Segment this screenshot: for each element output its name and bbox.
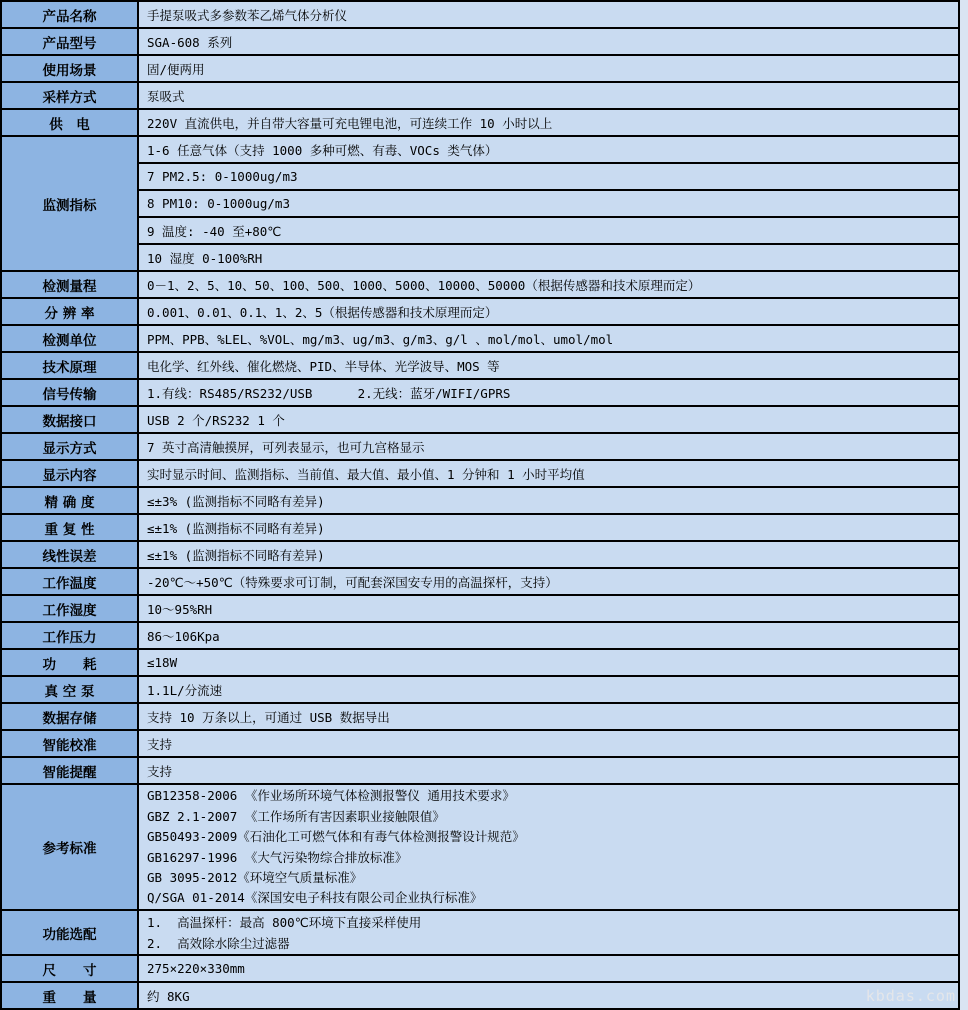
row-value: 泵吸式 xyxy=(147,88,185,104)
table-row xyxy=(2,623,958,650)
row-value: 275×220×330mm xyxy=(147,961,245,976)
row-label: 智能校准 xyxy=(2,731,139,756)
row-value: 1.有线：RS485/RS232/USB 2.无线：蓝牙/WIFI/GPRS xyxy=(147,385,511,401)
row-value: ≤18W xyxy=(147,655,178,670)
row-label: 检测量程 xyxy=(2,272,139,297)
row-label: 采样方式 xyxy=(2,83,139,108)
row-value: 实时显示时间、监测指标、当前值、最大值、最小值、1 分钟和 1 小时平均值 xyxy=(147,466,585,482)
row-label: 数据接口 xyxy=(2,407,139,432)
row-value-area xyxy=(139,299,958,324)
table-row xyxy=(2,110,958,137)
row-value-area xyxy=(139,488,958,513)
row-value-area xyxy=(139,623,958,648)
row-label: 技术原理 xyxy=(2,353,139,378)
table-row xyxy=(2,785,958,911)
row-value-area xyxy=(139,137,958,270)
row-value: 10～95%RH xyxy=(147,601,213,617)
table-row xyxy=(2,911,958,956)
row-value: 固/便两用 xyxy=(147,61,205,77)
row-value-area xyxy=(139,983,958,1008)
row-sub-value: 8 PM10: 0-1000ug/m3 xyxy=(139,191,958,218)
row-label: 参考标准 xyxy=(2,785,139,909)
value-line: 2. 高效除水除尘过滤器 xyxy=(147,936,290,951)
table-row xyxy=(2,137,958,272)
table-row xyxy=(2,731,958,758)
table-row xyxy=(2,515,958,542)
table-row xyxy=(2,461,958,488)
row-value: PPM、PPB、%LEL、%VOL、mg/m3、ug/m3、g/m3、g/l 、mol/mol、umol/mol xyxy=(147,331,614,347)
table-row xyxy=(2,488,958,515)
table-row xyxy=(2,542,958,569)
row-label: 功 耗 xyxy=(2,650,139,675)
value-line: GB12358-2006 《作业场所环境气体检测报警仪 通用技术要求》 xyxy=(147,788,515,804)
table-row xyxy=(2,983,958,1010)
row-value-area xyxy=(139,29,958,54)
row-label: 重 量 xyxy=(2,983,139,1008)
value-line: GB 3095-2012《环境空气质量标准》 xyxy=(147,869,363,885)
row-value-area xyxy=(139,83,958,108)
row-label: 数据存储 xyxy=(2,704,139,729)
row-label: 信号传输 xyxy=(2,380,139,405)
row-value-area xyxy=(139,677,958,702)
table-row xyxy=(2,569,958,596)
row-label: 真 空 泵 xyxy=(2,677,139,702)
row-value-area xyxy=(139,569,958,594)
row-label: 智能提醒 xyxy=(2,758,139,783)
row-label: 功能选配 xyxy=(2,911,139,954)
row-label: 产品型号 xyxy=(2,29,139,54)
row-label: 产品名称 xyxy=(2,2,139,27)
row-value-area xyxy=(139,272,958,297)
row-label: 显示内容 xyxy=(2,461,139,486)
table-row xyxy=(2,596,958,623)
row-value-area xyxy=(139,542,958,567)
row-value-area xyxy=(139,434,958,459)
row-value-area xyxy=(139,56,958,81)
row-value-area xyxy=(139,110,958,135)
row-value: 支持 xyxy=(147,763,173,779)
table-row xyxy=(2,56,958,83)
table-row xyxy=(2,650,958,677)
row-value-area xyxy=(139,407,958,432)
row-value: 约 8KG xyxy=(147,988,190,1004)
row-value: 86～106Kpa xyxy=(147,628,220,644)
watermark: kbdas.com xyxy=(865,987,956,1005)
row-label: 重 复 性 xyxy=(2,515,139,540)
table-row xyxy=(2,2,958,29)
row-label: 分 辨 率 xyxy=(2,299,139,324)
value-line: GB50493-2009《石油化工可燃气体和有毒气体检测报警设计规范》 xyxy=(147,829,525,845)
table-row xyxy=(2,956,958,983)
row-value-area xyxy=(139,326,958,351)
row-value-area xyxy=(139,704,958,729)
table-row xyxy=(2,407,958,434)
row-value-area xyxy=(139,515,958,540)
table-row xyxy=(2,272,958,299)
table-row xyxy=(2,326,958,353)
table-row xyxy=(2,29,958,56)
row-label: 精 确 度 xyxy=(2,488,139,513)
row-value: 7 英寸高清触摸屏，可列表显示，也可九宫格显示 xyxy=(147,439,425,455)
row-value-area xyxy=(139,650,958,675)
row-value: 0.001、0.01、0.1、1、2、5（根据传感器和技术原理而定） xyxy=(147,304,498,320)
row-sub-value: 9 温度: -40 至+80℃ xyxy=(139,218,958,245)
row-value: 电化学、红外线、催化燃烧、PID、半导体、光学波导、MOS 等 xyxy=(147,358,500,374)
table-row xyxy=(2,353,958,380)
row-value: -20℃～+50℃（特殊要求可订制，可配套深国安专用的高温探杆，支持） xyxy=(147,574,558,590)
table-row xyxy=(2,380,958,407)
row-label: 显示方式 xyxy=(2,434,139,459)
row-label: 工作湿度 xyxy=(2,596,139,621)
row-label: 检测单位 xyxy=(2,326,139,351)
row-value-area xyxy=(139,461,958,486)
row-value: 0－1、2、5、10、50、100、500、1000、5000、10000、50000（根据传感器和技术原理而定） xyxy=(147,277,701,293)
row-label: 监测指标 xyxy=(2,137,139,270)
row-value: ≤±1% (监测指标不同略有差异) xyxy=(147,547,325,563)
row-label: 尺 寸 xyxy=(2,956,139,981)
row-value: ≤±3% (监测指标不同略有差异) xyxy=(147,493,325,509)
row-sub-value: 10 湿度 0-100%RH xyxy=(147,250,263,266)
row-label: 供 电 xyxy=(2,110,139,135)
value-line: Q/SGA 01-2014《深国安电子科技有限公司企业执行标准》 xyxy=(147,890,483,906)
row-value-area xyxy=(139,731,958,756)
value-line: GB16297-1996 《大气污染物综合排放标准》 xyxy=(147,849,408,865)
table-row xyxy=(2,83,958,110)
table-row xyxy=(2,704,958,731)
row-value: 1.1L/分流速 xyxy=(147,682,223,698)
row-value: ≤±1% (监测指标不同略有差异) xyxy=(147,520,325,536)
row-value: 220V 直流供电，并自带大容量可充电锂电池，可连续工作 10 小时以上 xyxy=(147,115,553,131)
row-value: 支持 xyxy=(147,736,173,752)
row-value-area xyxy=(139,380,958,405)
row-label: 线性误差 xyxy=(2,542,139,567)
row-value-area xyxy=(139,758,958,783)
row-value-area xyxy=(139,785,958,909)
row-label: 工作温度 xyxy=(2,569,139,594)
table-row xyxy=(2,299,958,326)
row-value-area xyxy=(139,353,958,378)
table-row xyxy=(2,677,958,704)
row-multiline-value xyxy=(139,785,958,909)
value-line: GBZ 2.1-2007 《工作场所有害因素职业接触限值》 xyxy=(147,808,445,824)
row-label: 工作压力 xyxy=(2,623,139,648)
row-value: USB 2 个/RS232 1 个 xyxy=(147,412,285,428)
row-value-area xyxy=(139,2,958,27)
row-value: 支持 10 万条以上，可通过 USB 数据导出 xyxy=(147,709,390,725)
row-value: SGA-608 系列 xyxy=(147,34,233,50)
row-sub-value: 1-6 任意气体（支持 1000 多种可燃、有毒、VOCs 类气体） xyxy=(139,137,958,164)
row-label: 使用场景 xyxy=(2,56,139,81)
row-value-area xyxy=(139,596,958,621)
value-line: 1. 高温探杆：最高 800℃环境下直接采样使用 xyxy=(147,914,422,930)
table-row xyxy=(2,434,958,461)
row-value-area xyxy=(139,956,958,981)
table-row xyxy=(2,758,958,785)
row-multiline-value xyxy=(139,911,958,954)
row-value: 手提泵吸式多参数苯乙烯气体分析仪 xyxy=(147,7,348,23)
row-value-area xyxy=(139,911,958,954)
row-sub-value: 7 PM2.5: 0-1000ug/m3 xyxy=(139,164,958,191)
